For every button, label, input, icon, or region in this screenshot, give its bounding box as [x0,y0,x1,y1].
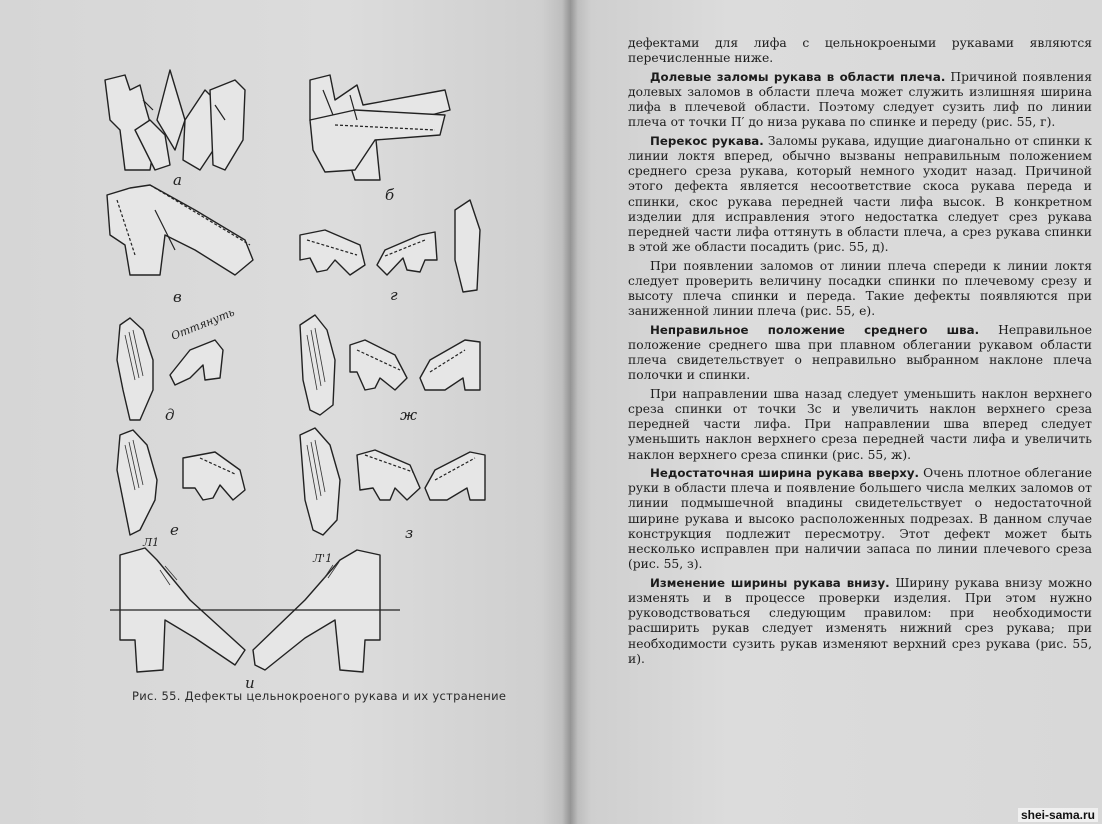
figure-panel-z [300,428,485,542]
paragraph-width-bottom-body: Ширину рукава внизу можно изменять и в процессе проверки изделия. При этом нужно руководствоваться следующим правилом: при необходимости расширить рукав следует изменять нижний срез рукава; при необходимости сузить рукав изменяют верхний срез рукава (рис. 55, и). [628,575,1092,666]
figure-panel-v [107,185,253,306]
paragraph-shoulder-folds-body: Причиной появления долевых заломов в области плеча может служить излишняя ширина лифа в плечевой области. Поэтому следует сузить лиф по линии плеча от точки П′ до низа рукава по спинке и переду (рис. 55, г). [628,69,1093,130]
label-d: д [165,406,175,424]
paragraph-middle-seam [628,323,1092,384]
book-gutter [562,0,578,824]
paragraph-shoulder-folds [628,70,1092,131]
paragraph-intro: дефектами для лифа с цельнокроеными рукавами являются перечисленные ниже. [628,36,1092,66]
paragraph-sleeve-skew [628,134,1092,256]
paragraph-width-bottom [628,576,1092,668]
figure-panel-zh [300,315,480,424]
label-v: в [173,288,182,306]
label-zh: ж [400,406,418,424]
figure-panel-e [117,430,245,539]
paragraph-insufficient-width-body: Очень плотное облегание руки в области плеча и появление большего числа мелких заломов от линии подмышечной впадины свидетельствует о недостаточной ширине рукава и высоко расположенных подрезах. В данном случае конструкция подлежит пересмотру. Этот дефект может быть несколько исправлен при наличии запаса по линии плечевого среза (рис. 55, з). [628,465,1092,572]
label-ottyanut: Оттянуть [169,305,237,343]
label-l1-prime: Л'1 [313,552,333,565]
label-l1: Л1 [143,536,160,549]
body-text [628,36,1092,667]
heading-insufficient-width: Недостаточная ширина рукава вверху. [650,465,920,480]
label-g: г [390,286,398,304]
figure-caption: Рис. 55. Дефекты цельнокроеного рукава и их устранение [132,689,507,703]
figure-panel-i [110,536,400,692]
label-b: б [385,186,395,204]
watermark: shei-sama.ru [1018,808,1098,822]
paragraph-insufficient-width [628,466,1092,573]
paragraph-middle-seam-body: Неправильное положение среднего шва при плавном облегании рукавом области плеча свидетельствует о неправильно выбранном наклоне плеча полочки и спинки. [628,322,1092,383]
heading-width-bottom: Изменение ширины рукава внизу. [650,575,890,590]
figure-55-diagram [95,60,475,692]
label-i: и [245,674,255,692]
heading-middle-seam: Неправильное положение среднего шва. [650,322,980,337]
label-a: а [173,171,182,189]
paragraph-front-folds: При появлении заломов от линии плеча спереди к линии локтя следует проверить величину посадки спинки по плечевому срезу и высоту плеча спинки и переда. Такие дефекты появляются при заниженной линии плеча (рис. 55, е). [628,258,1092,319]
figure-panel-b [310,75,450,204]
heading-shoulder-folds: Долевые заломы рукава в области плеча. [650,69,946,84]
paragraph-seam-direction: При направлении шва назад следует уменьшить наклон верхнего среза спинки от точки Зс и увеличить наклон верхнего среза передней части лифа. При направлении шва вперед следует уменьшить наклон верхнего среза передней части лифа и увеличить наклон верхнего среза спинки (рис. 55, ж). [628,386,1092,462]
figure-panel-a [105,70,245,189]
figure-panel-g [300,200,480,304]
label-z: з [405,524,414,542]
heading-sleeve-skew: Перекос рукава. [650,133,764,148]
figure-panel-d [117,306,236,424]
paragraph-sleeve-skew-body: Заломы рукава, идущие диагонально от спинки к линии локтя вперед, обычно вызваны неправильным положением среднего среза рукава, который немного уходит назад. Причиной этого дефекта является несоответствие скоса рукава переда и спинки, скос рукава передней части лифа высок. В конкретном изделии для исправления этого недостатка следует срез рукава передней части лифа оттянуть в области плеча, а срез рукава спинки в этой же области посадить (рис. 55, д). [628,133,1092,255]
label-e: е [170,521,179,539]
